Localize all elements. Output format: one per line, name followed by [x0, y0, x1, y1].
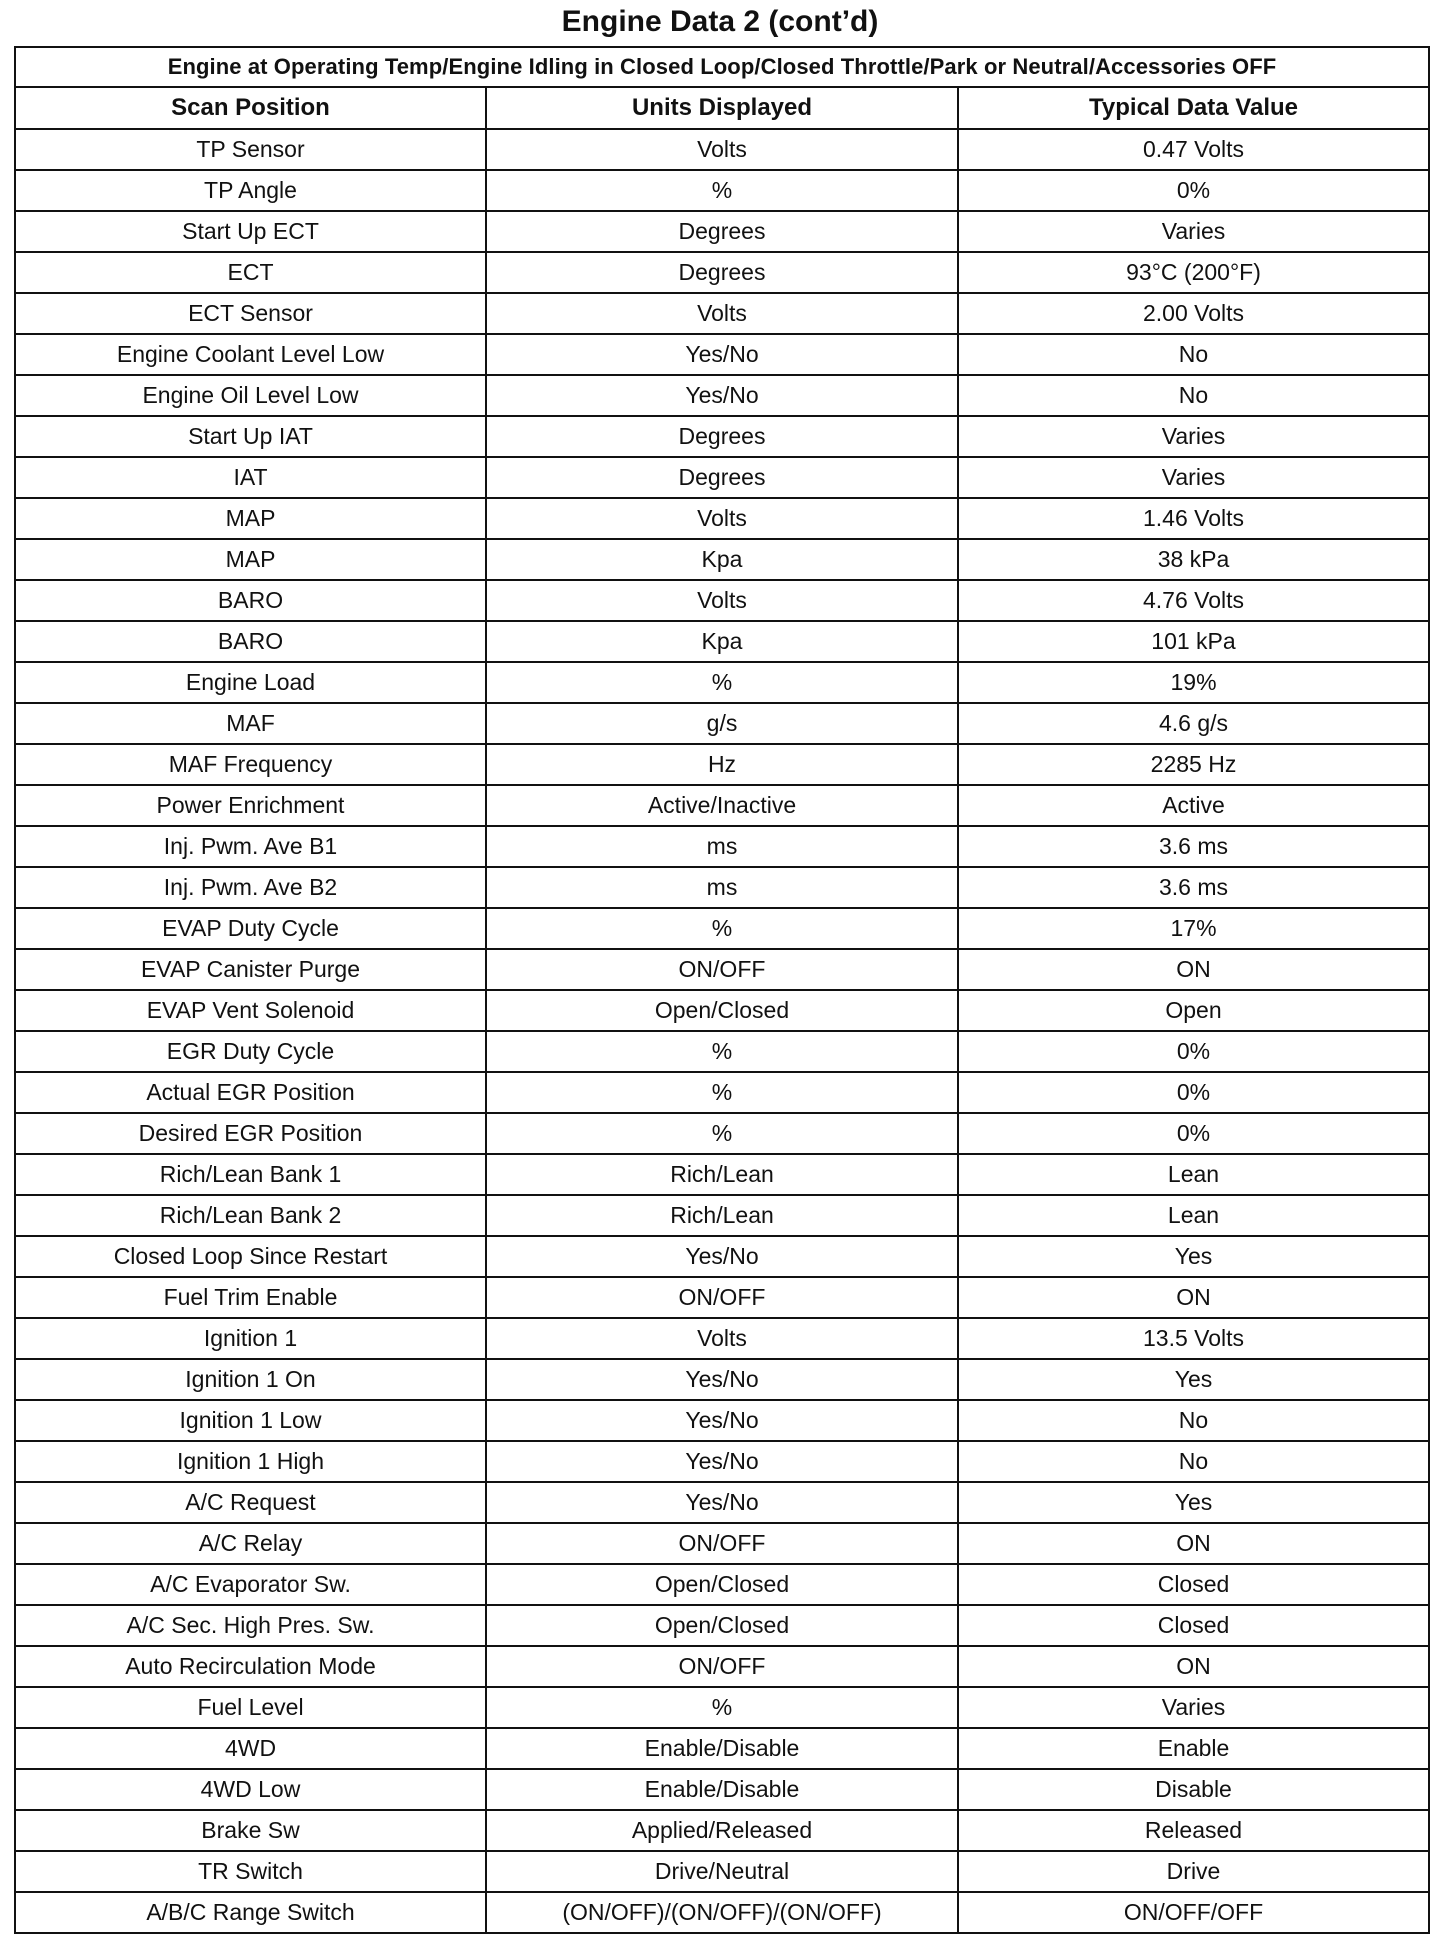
typical-data-value-cell: 0.47 Volts: [958, 129, 1429, 170]
units-displayed-cell: Hz: [486, 744, 958, 785]
units-displayed-cell: Open/Closed: [486, 1564, 958, 1605]
typical-data-value-cell: 38 kPa: [958, 539, 1429, 580]
units-displayed-cell: Degrees: [486, 416, 958, 457]
table-row: [15, 785, 1429, 826]
page-title: Engine Data 2 (cont’d): [561, 5, 879, 38]
scan-position-cell: Ignition 1: [15, 1318, 486, 1359]
typical-data-value-cell: Yes: [958, 1482, 1429, 1523]
table-row: [15, 1154, 1429, 1195]
units-displayed-cell: Yes/No: [486, 1482, 958, 1523]
table-row: [15, 375, 1429, 416]
typical-data-value-cell: Yes: [958, 1236, 1429, 1277]
scan-position-cell: Inj. Pwm. Ave B1: [15, 826, 486, 867]
typical-data-value-cell: Open: [958, 990, 1429, 1031]
units-displayed-cell: Rich/Lean: [486, 1195, 958, 1236]
typical-data-value-cell: ON: [958, 1523, 1429, 1564]
table-row: [15, 1728, 1429, 1769]
table-row: [15, 334, 1429, 375]
typical-data-value-cell: 17%: [958, 908, 1429, 949]
scan-position-cell: Fuel Trim Enable: [15, 1277, 486, 1318]
table-row: [15, 1564, 1429, 1605]
units-displayed-cell: Yes/No: [486, 334, 958, 375]
table-row: [15, 1605, 1429, 1646]
table-row: [15, 1195, 1429, 1236]
scan-position-cell: MAF: [15, 703, 486, 744]
table-row: [15, 867, 1429, 908]
units-displayed-cell: ON/OFF: [486, 1646, 958, 1687]
table-row: [15, 744, 1429, 785]
units-displayed-cell: %: [486, 1113, 958, 1154]
units-displayed-cell: ON/OFF: [486, 1523, 958, 1564]
typical-data-value-cell: 19%: [958, 662, 1429, 703]
units-displayed-cell: Yes/No: [486, 1441, 958, 1482]
typical-data-value-cell: 4.76 Volts: [958, 580, 1429, 621]
table-row: [15, 1113, 1429, 1154]
typical-data-value-cell: Released: [958, 1810, 1429, 1851]
table-row: [15, 293, 1429, 334]
typical-data-value-cell: 2.00 Volts: [958, 293, 1429, 334]
table-row: [15, 1810, 1429, 1851]
typical-data-value-cell: 13.5 Volts: [958, 1318, 1429, 1359]
scan-position-cell: A/C Evaporator Sw.: [15, 1564, 486, 1605]
scan-position-cell: TR Switch: [15, 1851, 486, 1892]
table-row: [15, 1031, 1429, 1072]
units-displayed-cell: %: [486, 1687, 958, 1728]
scan-position-cell: Fuel Level: [15, 1687, 486, 1728]
units-displayed-cell: Volts: [486, 129, 958, 170]
typical-data-value-cell: Lean: [958, 1195, 1429, 1236]
table-row: [15, 1851, 1429, 1892]
units-displayed-cell: Volts: [486, 293, 958, 334]
units-displayed-cell: Open/Closed: [486, 1605, 958, 1646]
scan-position-cell: A/C Relay: [15, 1523, 486, 1564]
units-displayed-cell: ms: [486, 826, 958, 867]
units-displayed-cell: Volts: [486, 580, 958, 621]
scan-position-cell: Engine Load: [15, 662, 486, 703]
scan-position-cell: Brake Sw: [15, 1810, 486, 1851]
units-displayed-cell: %: [486, 1031, 958, 1072]
scan-position-cell: A/B/C Range Switch: [15, 1892, 486, 1933]
table-row: [15, 457, 1429, 498]
scan-position-cell: IAT: [15, 457, 486, 498]
units-displayed-cell: Degrees: [486, 252, 958, 293]
table-row: [15, 498, 1429, 539]
scan-position-cell: Ignition 1 On: [15, 1359, 486, 1400]
units-displayed-cell: Degrees: [486, 457, 958, 498]
scan-position-cell: BARO: [15, 580, 486, 621]
scan-position-cell: A/C Sec. High Pres. Sw.: [15, 1605, 486, 1646]
units-displayed-cell: Volts: [486, 498, 958, 539]
table-row: [15, 1482, 1429, 1523]
table-row: [15, 1646, 1429, 1687]
units-displayed-cell: Yes/No: [486, 1400, 958, 1441]
typical-data-value-cell: Varies: [958, 416, 1429, 457]
scan-position-cell: Rich/Lean Bank 2: [15, 1195, 486, 1236]
units-displayed-cell: %: [486, 1072, 958, 1113]
table-row: [15, 1277, 1429, 1318]
table-row: [15, 416, 1429, 457]
table-row: [15, 908, 1429, 949]
table-row: [15, 662, 1429, 703]
scan-position-cell: TP Angle: [15, 170, 486, 211]
units-displayed-cell: Rich/Lean: [486, 1154, 958, 1195]
typical-data-value-cell: ON: [958, 949, 1429, 990]
scan-position-cell: Start Up IAT: [15, 416, 486, 457]
scan-position-cell: ECT: [15, 252, 486, 293]
units-displayed-cell: Active/Inactive: [486, 785, 958, 826]
table-row: [15, 170, 1429, 211]
units-displayed-cell: ms: [486, 867, 958, 908]
typical-data-value-cell: Closed: [958, 1564, 1429, 1605]
scan-position-cell: A/C Request: [15, 1482, 486, 1523]
scan-position-cell: EVAP Duty Cycle: [15, 908, 486, 949]
typical-data-value-cell: No: [958, 375, 1429, 416]
units-displayed-cell: Yes/No: [486, 375, 958, 416]
units-displayed-cell: Kpa: [486, 621, 958, 662]
units-displayed-cell: Yes/No: [486, 1359, 958, 1400]
table-row: [15, 129, 1429, 170]
units-displayed-cell: g/s: [486, 703, 958, 744]
units-displayed-cell: Enable/Disable: [486, 1728, 958, 1769]
units-displayed-cell: Kpa: [486, 539, 958, 580]
typical-data-value-cell: Drive: [958, 1851, 1429, 1892]
table-row: [15, 211, 1429, 252]
scan-position-cell: MAP: [15, 498, 486, 539]
table-row: [15, 1400, 1429, 1441]
scan-position-cell: 4WD Low: [15, 1769, 486, 1810]
typical-data-value-cell: Enable: [958, 1728, 1429, 1769]
scan-position-cell: Engine Oil Level Low: [15, 375, 486, 416]
typical-data-value-cell: ON: [958, 1277, 1429, 1318]
scan-position-cell: MAP: [15, 539, 486, 580]
scan-position-cell: EVAP Vent Solenoid: [15, 990, 486, 1031]
table-row: [15, 1769, 1429, 1810]
condition-text: Engine at Operating Temp/Engine Idling in Closed Loop/Closed Throttle/Park or Neutral/Accessories OFF: [15, 47, 1429, 87]
scan-position-cell: BARO: [15, 621, 486, 662]
units-displayed-cell: %: [486, 662, 958, 703]
typical-data-value-cell: No: [958, 1400, 1429, 1441]
header-row: [15, 87, 1429, 129]
scan-position-cell: MAF Frequency: [15, 744, 486, 785]
scan-position-cell: Actual EGR Position: [15, 1072, 486, 1113]
scan-position-cell: Engine Coolant Level Low: [15, 334, 486, 375]
typical-data-value-cell: 3.6 ms: [958, 867, 1429, 908]
scan-position-cell: Power Enrichment: [15, 785, 486, 826]
scan-position-cell: Inj. Pwm. Ave B2: [15, 867, 486, 908]
table-row: [15, 949, 1429, 990]
scan-position-cell: Ignition 1 High: [15, 1441, 486, 1482]
typical-data-value-cell: 1.46 Volts: [958, 498, 1429, 539]
table-row: [15, 703, 1429, 744]
typical-data-value-cell: 93°C (200°F): [958, 252, 1429, 293]
typical-data-value-cell: 4.6 g/s: [958, 703, 1429, 744]
units-displayed-cell: Drive/Neutral: [486, 1851, 958, 1892]
units-displayed-cell: Open/Closed: [486, 990, 958, 1031]
scan-position-cell: Ignition 1 Low: [15, 1400, 486, 1441]
scan-position-cell: ECT Sensor: [15, 293, 486, 334]
units-displayed-cell: Yes/No: [486, 1236, 958, 1277]
column-header-typical-data-value: Typical Data Value: [958, 87, 1429, 129]
typical-data-value-cell: Varies: [958, 1687, 1429, 1728]
units-displayed-cell: ON/OFF: [486, 949, 958, 990]
table-row: [15, 990, 1429, 1031]
typical-data-value-cell: ON/OFF/OFF: [958, 1892, 1429, 1933]
scan-position-cell: Closed Loop Since Restart: [15, 1236, 486, 1277]
units-displayed-cell: Applied/Released: [486, 1810, 958, 1851]
table-row: [15, 1318, 1429, 1359]
typical-data-value-cell: 0%: [958, 1072, 1429, 1113]
table-row: [15, 1236, 1429, 1277]
column-header-units-displayed: Units Displayed: [486, 87, 958, 129]
table-row: [15, 1072, 1429, 1113]
condition-row: [15, 47, 1429, 87]
table-body: [15, 129, 1429, 1933]
units-displayed-cell: %: [486, 908, 958, 949]
scan-position-cell: Auto Recirculation Mode: [15, 1646, 486, 1687]
typical-data-value-cell: No: [958, 1441, 1429, 1482]
typical-data-value-cell: 3.6 ms: [958, 826, 1429, 867]
table-row: [15, 621, 1429, 662]
units-displayed-cell: %: [486, 170, 958, 211]
typical-data-value-cell: 2285 Hz: [958, 744, 1429, 785]
typical-data-value-cell: ON: [958, 1646, 1429, 1687]
scan-position-cell: 4WD: [15, 1728, 486, 1769]
typical-data-value-cell: 0%: [958, 170, 1429, 211]
typical-data-value-cell: Closed: [958, 1605, 1429, 1646]
table-row: [15, 539, 1429, 580]
table-row: [15, 1441, 1429, 1482]
table-row: [15, 1359, 1429, 1400]
typical-data-value-cell: 0%: [958, 1113, 1429, 1154]
typical-data-value-cell: Yes: [958, 1359, 1429, 1400]
engine-data-table: [14, 46, 1430, 1934]
typical-data-value-cell: Active: [958, 785, 1429, 826]
column-header-scan-position: Scan Position: [15, 87, 486, 129]
scan-position-cell: Desired EGR Position: [15, 1113, 486, 1154]
table-row: [15, 1523, 1429, 1564]
table-row: [15, 252, 1429, 293]
typical-data-value-cell: Varies: [958, 211, 1429, 252]
table-row: [15, 1892, 1429, 1933]
scan-position-cell: Start Up ECT: [15, 211, 486, 252]
scan-position-cell: EGR Duty Cycle: [15, 1031, 486, 1072]
table-row: [15, 1687, 1429, 1728]
units-displayed-cell: (ON/OFF)/(ON/OFF)/(ON/OFF): [486, 1892, 958, 1933]
typical-data-value-cell: Lean: [958, 1154, 1429, 1195]
typical-data-value-cell: 101 kPa: [958, 621, 1429, 662]
units-displayed-cell: Degrees: [486, 211, 958, 252]
units-displayed-cell: ON/OFF: [486, 1277, 958, 1318]
scan-position-cell: EVAP Canister Purge: [15, 949, 486, 990]
typical-data-value-cell: Varies: [958, 457, 1429, 498]
scan-position-cell: TP Sensor: [15, 129, 486, 170]
typical-data-value-cell: 0%: [958, 1031, 1429, 1072]
typical-data-value-cell: Disable: [958, 1769, 1429, 1810]
units-displayed-cell: Volts: [486, 1318, 958, 1359]
table-row: [15, 580, 1429, 621]
typical-data-value-cell: No: [958, 334, 1429, 375]
table-row: [15, 826, 1429, 867]
scan-position-cell: Rich/Lean Bank 1: [15, 1154, 486, 1195]
units-displayed-cell: Enable/Disable: [486, 1769, 958, 1810]
